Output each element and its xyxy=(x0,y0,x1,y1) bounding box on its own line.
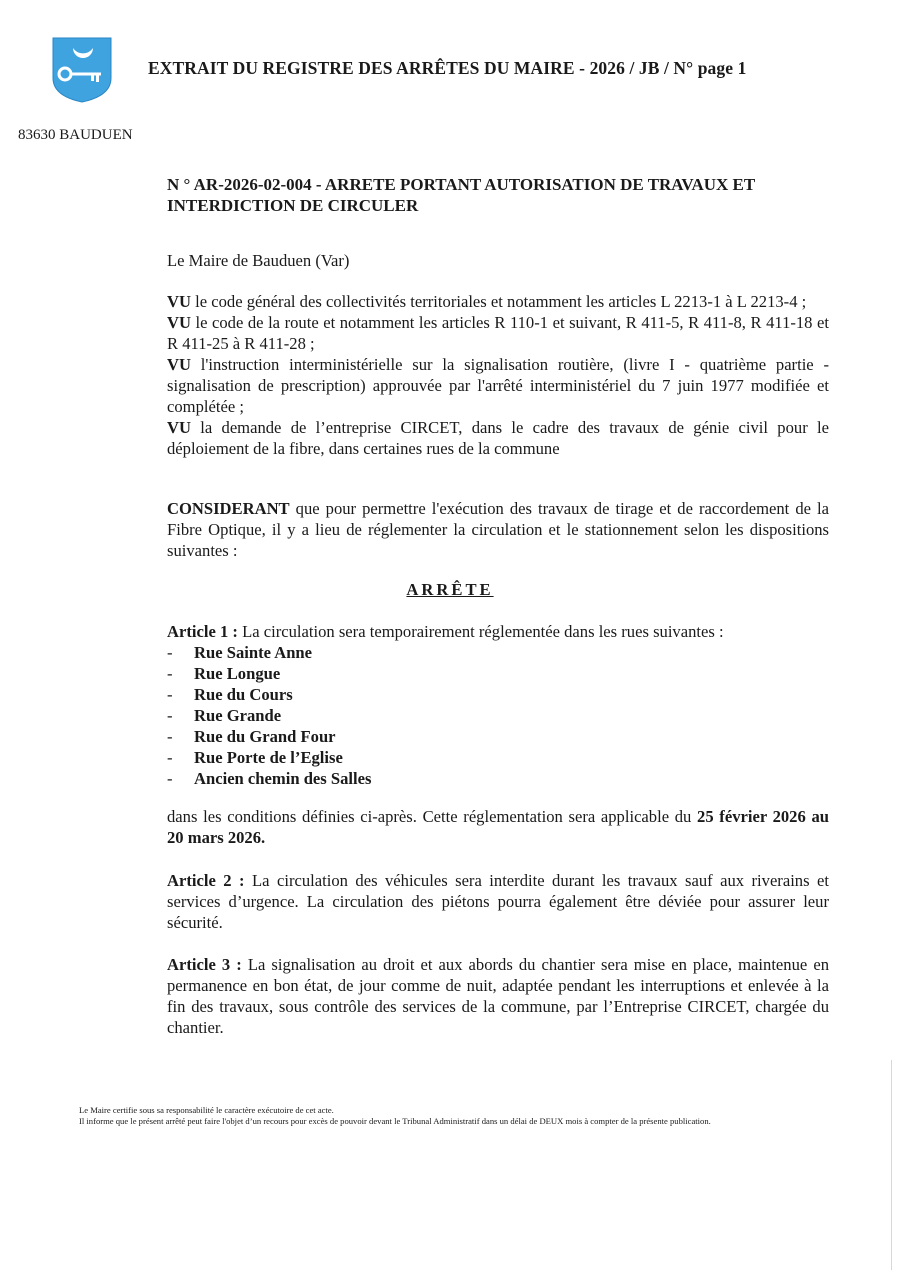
street-list-item xyxy=(167,768,829,789)
street-list-item xyxy=(167,663,829,684)
street-name: Rue Longue xyxy=(194,664,281,683)
article-text: La signalisation au droit et aux abords du chantier sera mise en place, maintenue en permanence en bon état, de jour comme de nuit, adaptée pendant les interruptions et enlevée à la fin des travaux, sous contrôle des services de la commune, par l’Entreprise CIRCET, chargée du chantier. xyxy=(167,955,829,1037)
considerant-label: CONSIDERANT xyxy=(167,499,290,518)
article-1-intro xyxy=(167,621,829,642)
list-dash: - xyxy=(167,748,173,767)
visa-paragraph xyxy=(167,417,829,459)
municipality-postal-address: 83630 BAUDUEN xyxy=(18,127,133,143)
legal-footer xyxy=(79,1105,831,1127)
street-name: Rue Porte de l’Eglise xyxy=(194,748,343,767)
street-list-item xyxy=(167,726,829,747)
crest-icon xyxy=(51,36,113,104)
street-list-item xyxy=(167,705,829,726)
visa-text: le code général des collectivités territoriales et notamment les articles L 2213-1 à L 2213-4 ; xyxy=(190,292,807,311)
scan-edge-line xyxy=(891,1060,892,1270)
street-name: Rue Grande xyxy=(194,706,282,725)
list-dash: - xyxy=(167,769,173,788)
list-dash: - xyxy=(167,685,173,704)
article-text: La circulation des véhicules sera interdite durant les travaux sauf aux riverains et services d’urgence. La circulation des piétons pourra également être déviée pour assurer leur sécurité. xyxy=(167,871,830,932)
visa-label: VU xyxy=(167,418,191,437)
street-list-item xyxy=(167,642,829,663)
street-list xyxy=(167,642,829,789)
footer-appeal-notice: Il informe que le présent arrêté peut faire l'objet d’un recours pour excès de pouvoir devant le Tribunal Administratif dans un délai de DEUX mois à compter de la présente publication. xyxy=(79,1116,711,1126)
decree-title-line-1: N ° AR-2026-02-004 - ARRETE PORTANT AUTORISATION DE TRAVAUX ET xyxy=(167,175,756,194)
document-header-title: EXTRAIT DU REGISTRE DES ARRÊTES DU MAIRE - 2026 / JB / N° page 1 xyxy=(148,58,747,78)
visa-label: VU xyxy=(167,292,191,311)
visa-paragraph xyxy=(167,354,829,417)
visa-text: la demande de l’entreprise CIRCET, dans le cadre des travaux de génie civil pour le déploiement de la fibre, dans certaines rues de la commune xyxy=(167,418,829,458)
considerant-paragraph xyxy=(167,498,829,561)
article-label: Article 3 : xyxy=(167,955,242,974)
article-1-conditions xyxy=(167,806,829,848)
conditions-dates: 25 février 2026 au 20 mars 2026. xyxy=(167,807,829,847)
street-list-item xyxy=(167,747,829,768)
article-label: Article 1 : xyxy=(167,622,238,641)
decree-title-line-2: INTERDICTION DE CIRCULER xyxy=(167,196,419,215)
article-label: Article 2 : xyxy=(167,871,245,890)
visa-paragraph xyxy=(167,291,829,312)
street-name: Rue du Grand Four xyxy=(194,727,336,746)
visas-block xyxy=(167,291,829,459)
list-dash: - xyxy=(167,727,173,746)
article-1 xyxy=(167,621,829,789)
street-list-item xyxy=(167,684,829,705)
visa-paragraph xyxy=(167,312,829,354)
arrete-heading: ARRÊTE xyxy=(406,580,494,599)
article-2 xyxy=(167,870,829,933)
visa-text: le code de la route et notamment les articles R 110-1 et suivant, R 411-5, R 411-8, R 411-18 et R 411-25 à R 411-28 ; xyxy=(167,313,829,353)
decree-intro: Le Maire de Bauduen (Var) xyxy=(167,251,350,270)
considerant-text: que pour permettre l'exécution des travaux de tirage et de raccordement de la Fibre Optique, il y a lieu de réglementer la circulation et le stationnement selon les dispositions suivantes : xyxy=(167,499,829,560)
visa-label: VU xyxy=(167,355,191,374)
list-dash: - xyxy=(167,664,173,683)
conditions-text: dans les conditions définies ci-après. Cette réglementation sera applicable du xyxy=(167,807,698,826)
visa-label: VU xyxy=(167,313,191,332)
decree-title xyxy=(167,174,829,216)
article-3 xyxy=(167,954,829,1038)
street-name: Rue du Cours xyxy=(194,685,293,704)
street-name: Ancien chemin des Salles xyxy=(194,769,372,788)
article-text: La circulation sera temporairement réglementée dans les rues suivantes : xyxy=(237,622,724,641)
visa-text: l'instruction interministérielle sur la signalisation routière, (livre I - quatrième partie - signalisation de prescription) approuvée par l'arrêté interministériel du 7 juin 1977 modifiée et complétée ; xyxy=(167,355,829,416)
list-dash: - xyxy=(167,706,173,725)
list-dash: - xyxy=(167,643,173,662)
footer-certification: Le Maire certifie sous sa responsabilité le caractère exécutoire de cet acte. xyxy=(79,1105,334,1115)
street-name: Rue Sainte Anne xyxy=(194,643,313,662)
